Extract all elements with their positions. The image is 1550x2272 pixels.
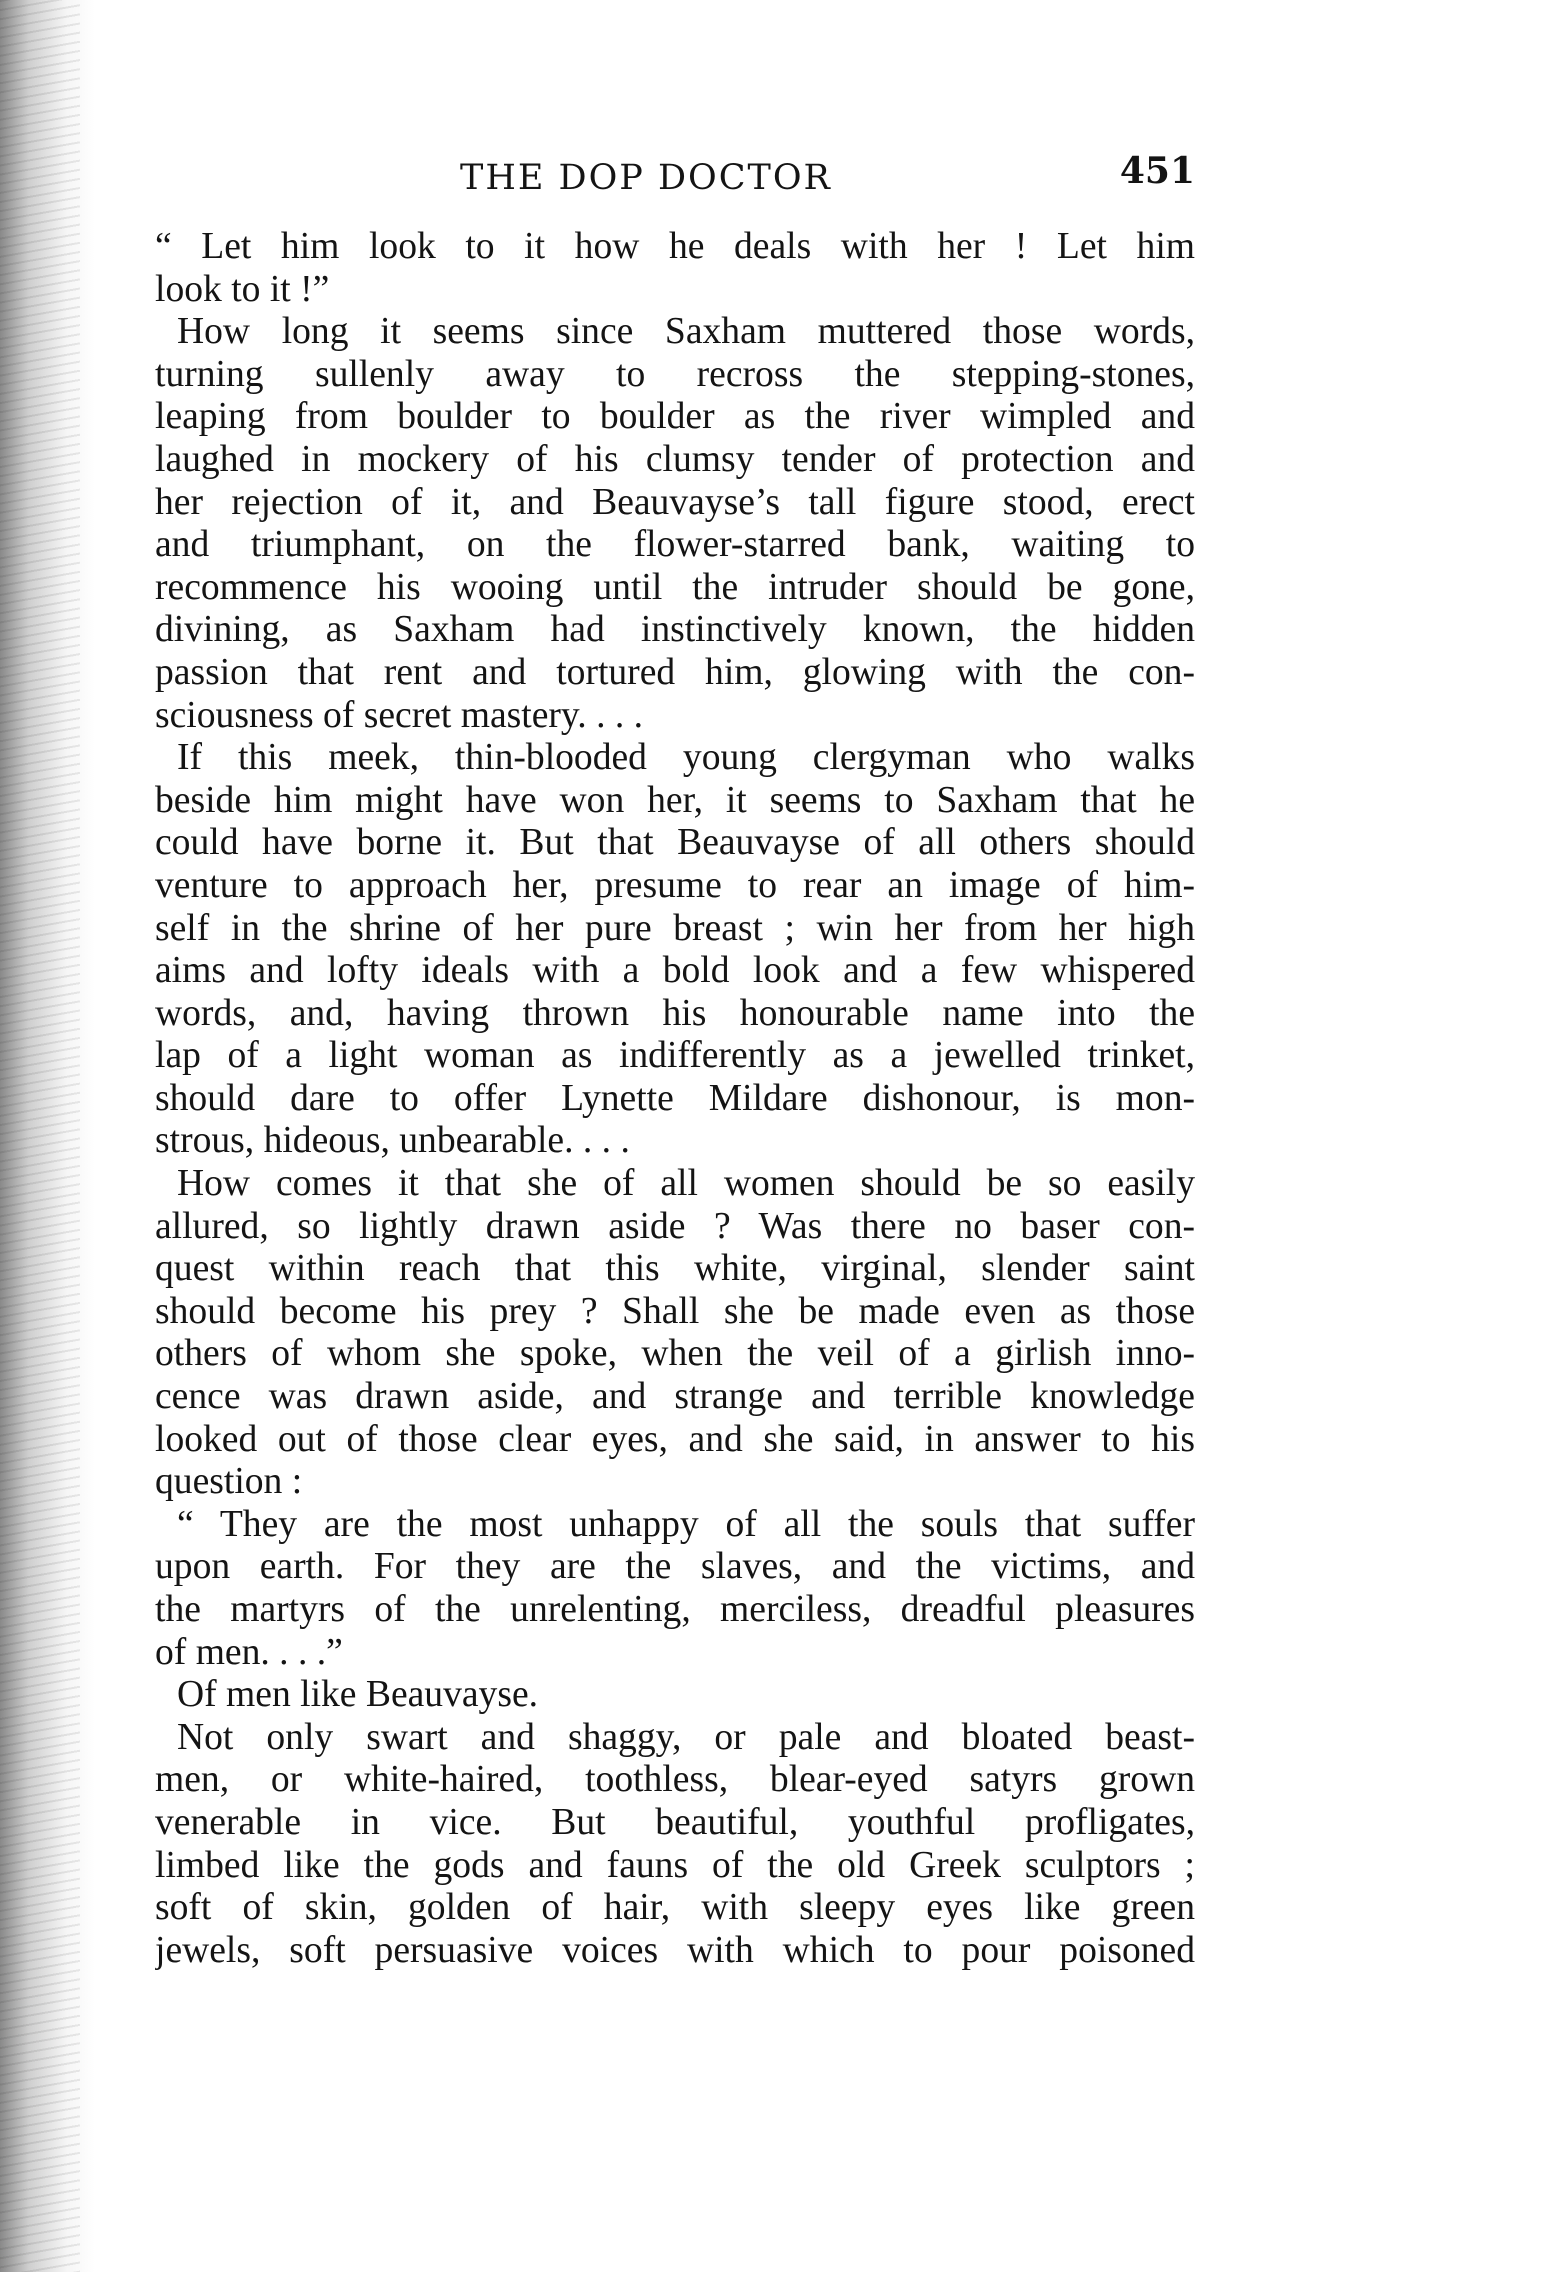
text-line: Of men like Beauvayse. <box>177 1674 539 1716</box>
text-line: allured, so lightly drawn aside ? Was there no baser con- <box>155 1205 1195 1247</box>
text-line: should dare to offer Lynette Mildare dishonour, is mon- <box>155 1077 1195 1119</box>
body-text <box>155 226 1195 1972</box>
text-line: words, and, having thrown his honourable name into the <box>155 992 1195 1034</box>
text-line: venerable in vice. But beautiful, youthful profligates, <box>155 1801 1195 1843</box>
text-line: lap of a light woman as indifferently as a jewelled trinket, <box>155 1035 1195 1077</box>
text-line: divining, as Saxham had instinctively known, the hidden <box>155 609 1195 651</box>
text-line: How comes it that she of all women should be so easily <box>177 1163 1195 1205</box>
text-line: self in the shrine of her pure breast ; win her from her high <box>155 907 1195 949</box>
text-line: beside him might have won her, it seems to Saxham that he <box>155 779 1195 821</box>
text-line: look to it !” <box>155 268 330 310</box>
text-line: question : <box>155 1461 303 1503</box>
text-line: of men. . . .” <box>155 1631 343 1673</box>
text-line: recommence his wooing until the intruder should be gone, <box>155 566 1195 608</box>
text-line: Not only swart and shaggy, or pale and bloated beast- <box>177 1716 1195 1758</box>
text-line: jewels, soft persuasive voices with which to pour poisoned <box>155 1929 1195 1971</box>
text-line: her rejection of it, and Beauvayse’s tall figure stood, erect <box>155 481 1195 523</box>
text-line: and triumphant, on the flower-starred bank, waiting to <box>155 524 1195 566</box>
text-line: could have borne it. But that Beauvayse of all others should <box>155 822 1195 864</box>
gutter-texture <box>0 0 80 2272</box>
text-line: If this meek, thin-blooded young clergyman who walks <box>177 737 1195 779</box>
text-line: How long it seems since Saxham muttered those words, <box>177 311 1195 353</box>
text-line: should become his prey ? Shall she be made even as those <box>155 1290 1195 1332</box>
text-line: laughed in mockery of his clumsy tender of protection and <box>155 438 1195 480</box>
running-head-title: THE DOP DOCTOR <box>460 158 832 198</box>
text-line: soft of skin, golden of hair, with sleepy eyes like green <box>155 1887 1195 1929</box>
text-line: turning sullenly away to recross the stepping-stones, <box>155 353 1195 395</box>
text-line: leaping from boulder to boulder as the river wimpled and <box>155 396 1195 438</box>
text-line: venture to approach her, presume to rear an image of him- <box>155 864 1195 906</box>
text-line: upon earth. For they are the slaves, and the victims, and <box>155 1546 1195 1588</box>
running-head <box>155 150 1195 210</box>
text-line: others of whom she spoke, when the veil of a girlish inno- <box>155 1333 1195 1375</box>
text-line: limbed like the gods and fauns of the old Greek sculptors ; <box>155 1844 1195 1886</box>
text-line: men, or white-haired, toothless, blear-eyed satyrs grown <box>155 1759 1195 1801</box>
text-line: passion that rent and tortured him, glowing with the con- <box>155 651 1195 693</box>
page-number: 451 <box>1119 150 1195 192</box>
text-line: cence was drawn aside, and strange and terrible knowledge <box>155 1376 1195 1418</box>
text-line: sciousness of secret mastery. . . . <box>155 694 644 736</box>
text-line: “ They are the most unhappy of all the souls that suffer <box>177 1503 1195 1545</box>
text-line: quest within reach that this white, virginal, slender saint <box>155 1248 1195 1290</box>
text-line: the martyrs of the unrelenting, merciless, dreadful pleasures <box>155 1589 1195 1630</box>
text-line: aims and lofty ideals with a bold look and a few whispered <box>155 950 1195 992</box>
text-line: strous, hideous, unbearable. . . . <box>155 1120 630 1162</box>
text-line: “ Let him look to it how he deals with her ! Let him <box>155 226 1195 267</box>
text-line: looked out of those clear eyes, and she said, in answer to his <box>155 1418 1195 1460</box>
